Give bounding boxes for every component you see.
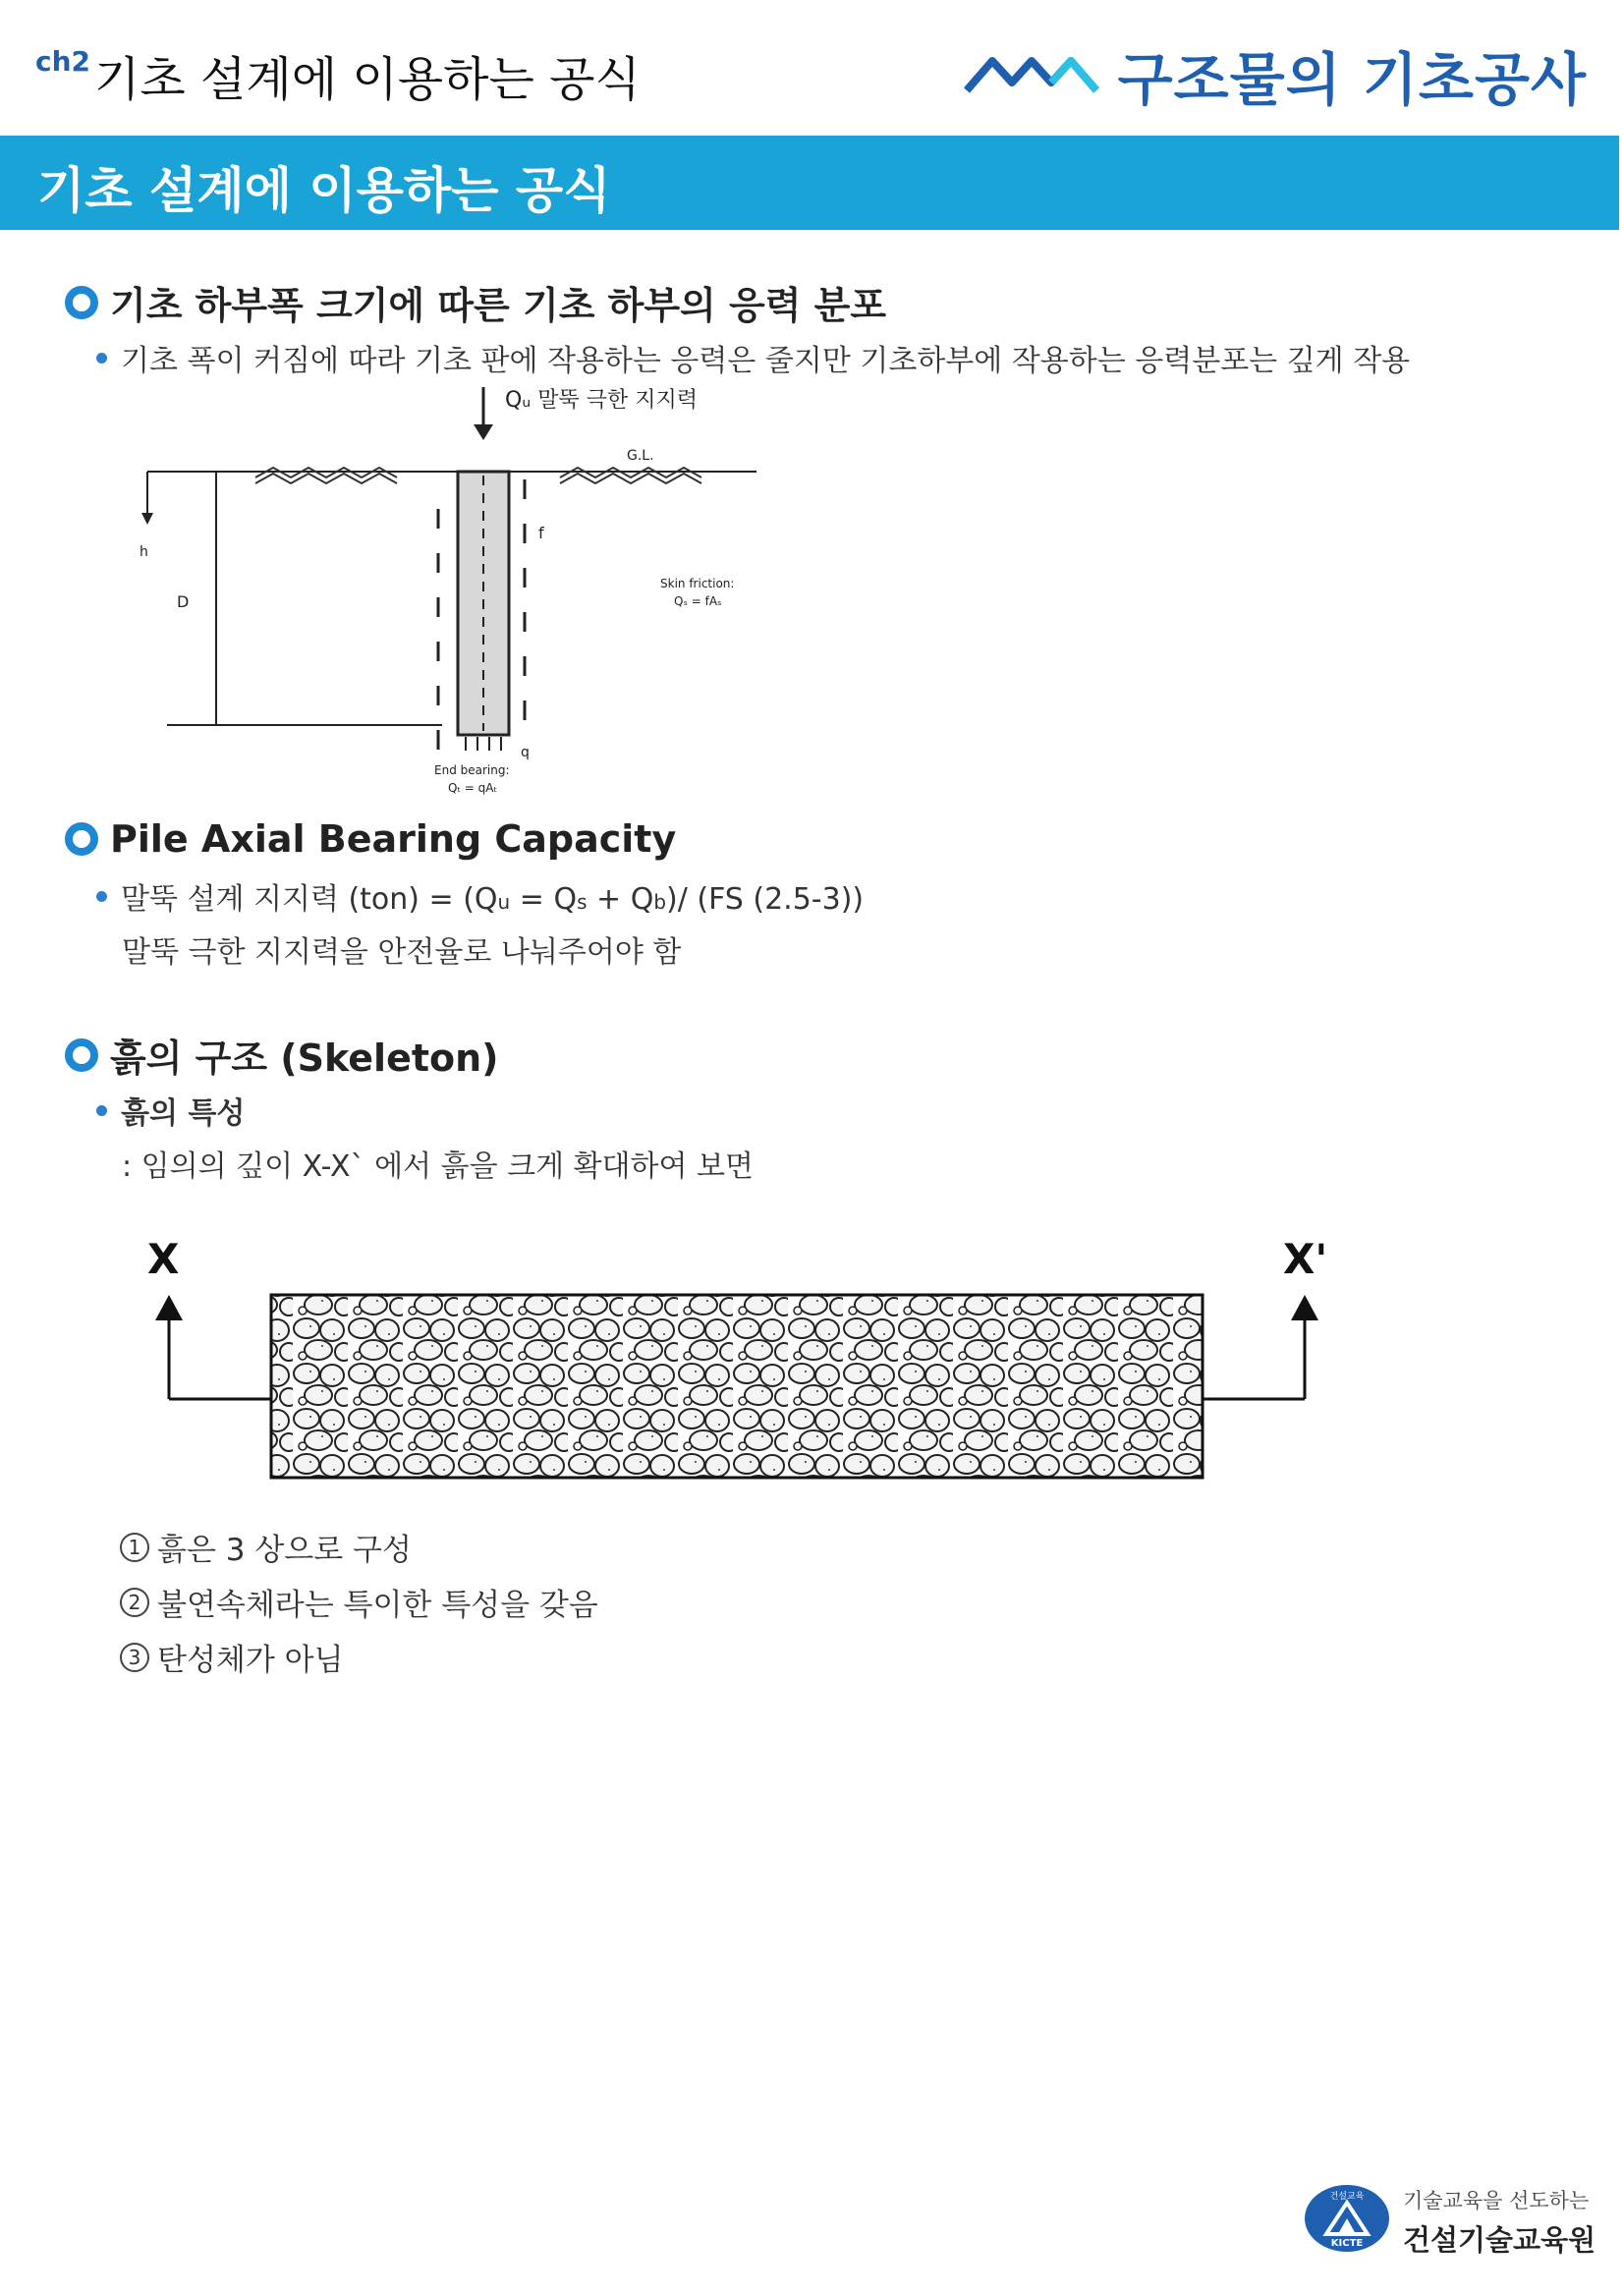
dot-bullet-icon <box>96 1105 107 1116</box>
chapter-label: ch2 <box>35 45 91 78</box>
skin-friction-formula: Qₛ = fAₛ <box>674 594 722 608</box>
x-left-label: X <box>147 1235 180 1283</box>
list-item: 1 흙은 3 상으로 구성 <box>120 1525 412 1569</box>
soil-skeleton-diagram <box>128 1226 1356 1482</box>
svg-text:건설교육: 건설교육 <box>1329 2192 1365 2202</box>
banner-title: 기초 설계에 이용하는 공식 <box>37 162 611 219</box>
skin-friction-label: Skin friction: <box>660 577 735 590</box>
brand <box>963 33 1587 116</box>
ring-bullet-icon <box>65 286 98 319</box>
formula-text: 말뚝 설계 지지력 (ton) = (Qu = Qs + Qb)/ (FS (2.5-3)) <box>121 882 865 917</box>
f-label: f <box>538 524 544 542</box>
section-title: 흙의 구조 (Skeleton) <box>110 1036 499 1080</box>
gl-label: G.L. <box>627 448 654 464</box>
brand-wave-icon <box>963 53 1100 96</box>
list-item: 2 불연속체라는 특이한 특성을 갖음 <box>120 1580 598 1624</box>
pile-load-diagram <box>128 381 776 804</box>
end-bearing-formula: Qₜ = qAₜ <box>448 781 498 795</box>
bullet-stress-description <box>96 336 1410 379</box>
q-label: q <box>521 745 530 760</box>
circled-number: 2 <box>120 1588 149 1617</box>
ring-bullet-icon <box>65 822 98 856</box>
dot-bullet-icon <box>96 353 107 364</box>
title-banner <box>0 136 1619 230</box>
footer-brand <box>1403 2185 1596 2259</box>
section-heading-soil-skeleton <box>65 1028 499 1082</box>
section-heading-pile-capacity <box>65 817 676 861</box>
kicte-logo <box>1303 2183 1391 2254</box>
h-label: h <box>140 544 148 560</box>
list-item: 3 탄성체가 아님 <box>120 1635 344 1679</box>
d-label: D <box>177 592 190 611</box>
svg-text:KICTE: KICTE <box>1330 2238 1364 2249</box>
ring-bullet-icon <box>65 1038 98 1072</box>
footer-name: 건설기술교육원 <box>1403 2223 1596 2257</box>
section-title: Pile Axial Bearing Capacity <box>110 817 677 861</box>
circled-number: 3 <box>120 1643 149 1672</box>
footer-slogan: 기술교육을 선도하는 <box>1403 2189 1590 2212</box>
section-title: 기초 하부폭 크기에 따른 기초 하부의 응력 분포 <box>110 284 887 327</box>
bullet-pile-formula <box>96 874 864 918</box>
load-label: Qᵤ 말뚝 극한 지지력 <box>505 388 698 413</box>
end-bearing-label: End bearing: <box>434 763 510 777</box>
bullet-text: 흙의 특성 <box>121 1096 246 1131</box>
section-heading-stress <box>65 275 886 329</box>
soil-description: : 임의의 깊이 X-X` 에서 흙을 크게 확대하여 보면 <box>122 1149 754 1184</box>
dot-bullet-icon <box>96 891 107 902</box>
brand-title: 구조물의 기초공사 <box>1117 46 1587 113</box>
bullet-text: 기초 폭이 커짐에 따라 기초 판에 작용하는 응력은 줄지만 기초하부에 작용하는 응력분포는 깊게 작용 <box>121 344 1411 378</box>
safety-factor-note: 말뚝 극한 지지력을 안전율로 나눠주어야 함 <box>122 935 682 970</box>
x-right-label: X' <box>1283 1235 1328 1283</box>
chapter-title: 기초 설계에 이용하는 공식 <box>94 52 641 107</box>
bullet-soil-characteristics <box>96 1089 245 1132</box>
page-header <box>0 0 1624 136</box>
circled-number: 1 <box>120 1533 149 1562</box>
